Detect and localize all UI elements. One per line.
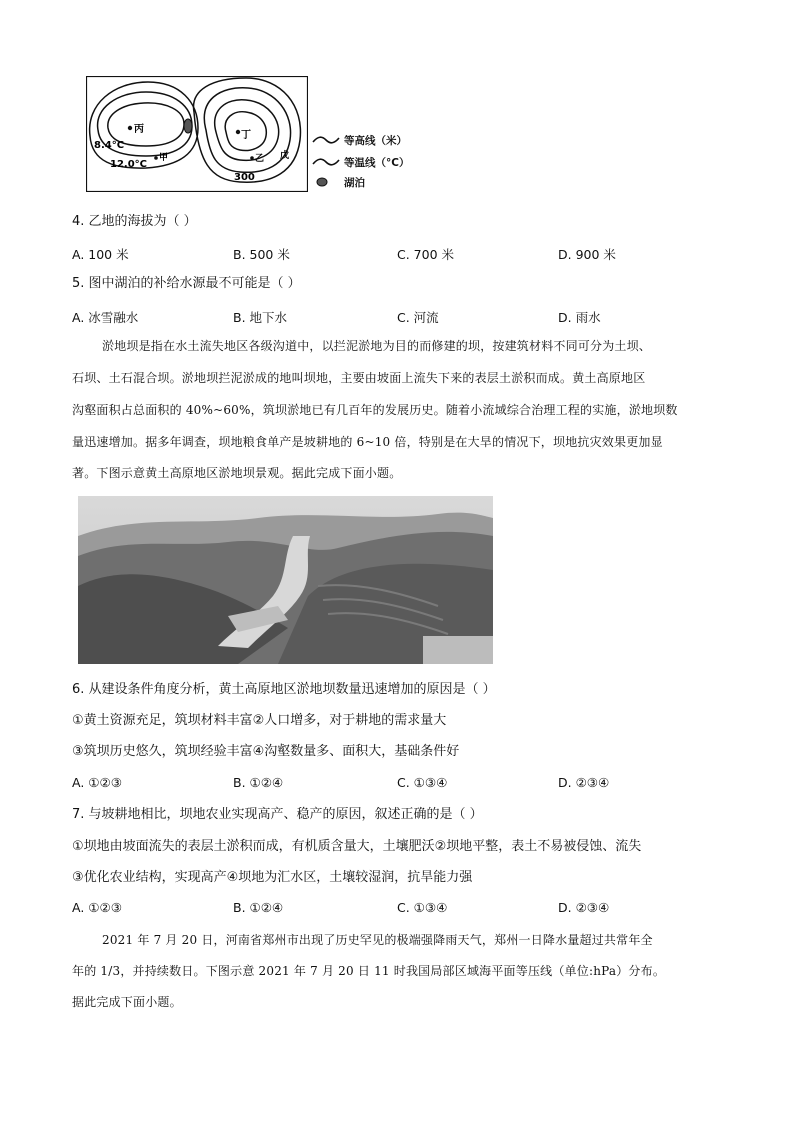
passage1-line-2: 石坝、土石混合坝。淤地坝拦泥淤成的地叫坝地，主要由坡面上流失下来的表层土淤积而成。黄土高原地区 <box>72 371 646 385</box>
q4-option-b[interactable]: B. 500 米 <box>233 247 290 262</box>
lake-icon <box>312 176 340 188</box>
label-wu: 戊 <box>280 151 290 161</box>
point-jia <box>154 156 158 160</box>
passage2-line-3: 据此完成下面小题。 <box>72 995 182 1009</box>
q5-option-b[interactable]: B. 地下水 <box>233 310 288 325</box>
label-contour: 300 <box>234 172 255 183</box>
question-7-stem: 7. 与坡耕地相比，坝地农业实现高产、稳产的原因，叙述正确的是（ ） <box>72 807 483 822</box>
q7-option-d[interactable]: D. ②③④ <box>558 900 610 915</box>
legend-isotherm: 等温线（°C） <box>312 154 409 170</box>
point-ding <box>236 130 240 134</box>
q7-option-a[interactable]: A. ①②③ <box>72 900 122 915</box>
q7-option-b[interactable]: B. ①②④ <box>233 900 284 915</box>
q7-statement-line-1: ①坝地由坡面流失的表层土淤积而成，有机质含量大，土壤肥沃②坝地平整，表土不易被侵蚀、流失 <box>72 839 642 854</box>
q4-option-a[interactable]: A. 100 米 <box>72 247 129 262</box>
check-dam-landscape-photo <box>78 496 493 664</box>
passage2-line-1: 2021 年 7 月 20 日，河南省郑州市出现了历史罕见的极端强降雨天气，郑州一日降水量超过共常年全 <box>102 933 653 947</box>
passage1-line-5: 著。下图示意黄土高原地区淤地坝景观。据此完成下面小题。 <box>72 466 402 480</box>
isotherm-line-icon <box>312 156 340 168</box>
label-bing: 丙 <box>134 124 144 135</box>
label-temp1: 8.4°C <box>94 140 125 151</box>
label-jia: 甲 <box>159 153 169 163</box>
point-bing <box>128 126 132 130</box>
passage2-line-2: 年的 1/3，并持续数日。下图示意 2021 年 7 月 20 日 11 时我国局部区域海平面等压线（单位:hPa）分布。 <box>72 964 666 978</box>
legend-lake: 湖泊 <box>312 174 365 190</box>
contour-line-icon <box>312 134 340 146</box>
q6-option-c[interactable]: C. ①③④ <box>397 775 448 790</box>
q4-option-c[interactable]: C. 700 米 <box>397 247 455 262</box>
passage1-line-3: 沟壑面积占总面积的 40%~60%，筑坝淤地已有几百年的发展历史。随着小流域综合治理工程的实施，淤地坝数 <box>72 403 678 417</box>
q6-statement-line-1: ①黄土资源充足，筑坝材料丰富②人口增多，对于耕地的需求量大 <box>72 713 447 728</box>
q6-option-d[interactable]: D. ②③④ <box>558 775 610 790</box>
passage1-line-1: 淤地坝是指在水土流失地区各级沟道中，以拦泥淤地为目的而修建的坝，按建筑材料不同可分为土坝、 <box>102 339 652 353</box>
q6-option-b[interactable]: B. ①②④ <box>233 775 284 790</box>
label-temp2: 12.0°C <box>110 159 148 170</box>
label-yi: 乙 <box>255 154 265 164</box>
question-5-stem: 5. 图中湖泊的补给水源最不可能是（ ） <box>72 276 301 291</box>
q5-option-a[interactable]: A. 冰雪融水 <box>72 310 139 325</box>
q4-option-d[interactable]: D. 900 米 <box>558 247 616 262</box>
q7-statement-line-2: ③优化农业结构，实现高产④坝地为汇水区，土壤较湿润，抗旱能力强 <box>72 870 473 885</box>
passage1-line-4: 量迅速增加。据多年调查，坝地粮食单产是坡耕地的 6~10 倍，特别是在大旱的情况下，坝地抗灾效果更加显 <box>72 435 663 449</box>
legend-contour: 等高线（米） <box>312 132 407 148</box>
q5-option-d[interactable]: D. 雨水 <box>558 310 601 325</box>
q6-option-a[interactable]: A. ①②③ <box>72 775 122 790</box>
map-legend <box>312 132 422 194</box>
contour-map <box>86 76 308 192</box>
q6-statement-line-2: ③筑坝历史悠久，筑坝经验丰富④沟壑数量多、面积大，基础条件好 <box>72 744 460 759</box>
q5-option-c[interactable]: C. 河流 <box>397 310 439 325</box>
label-ding: 丁 <box>241 130 251 141</box>
lake-symbol <box>184 119 192 133</box>
q7-option-c[interactable]: C. ①③④ <box>397 900 448 915</box>
point-yi <box>250 156 254 160</box>
question-6-stem: 6. 从建设条件角度分析，黄土高原地区淤地坝数量迅速增加的原因是（ ） <box>72 682 496 697</box>
question-4-stem: 4. 乙地的海拔为（ ） <box>72 214 197 229</box>
